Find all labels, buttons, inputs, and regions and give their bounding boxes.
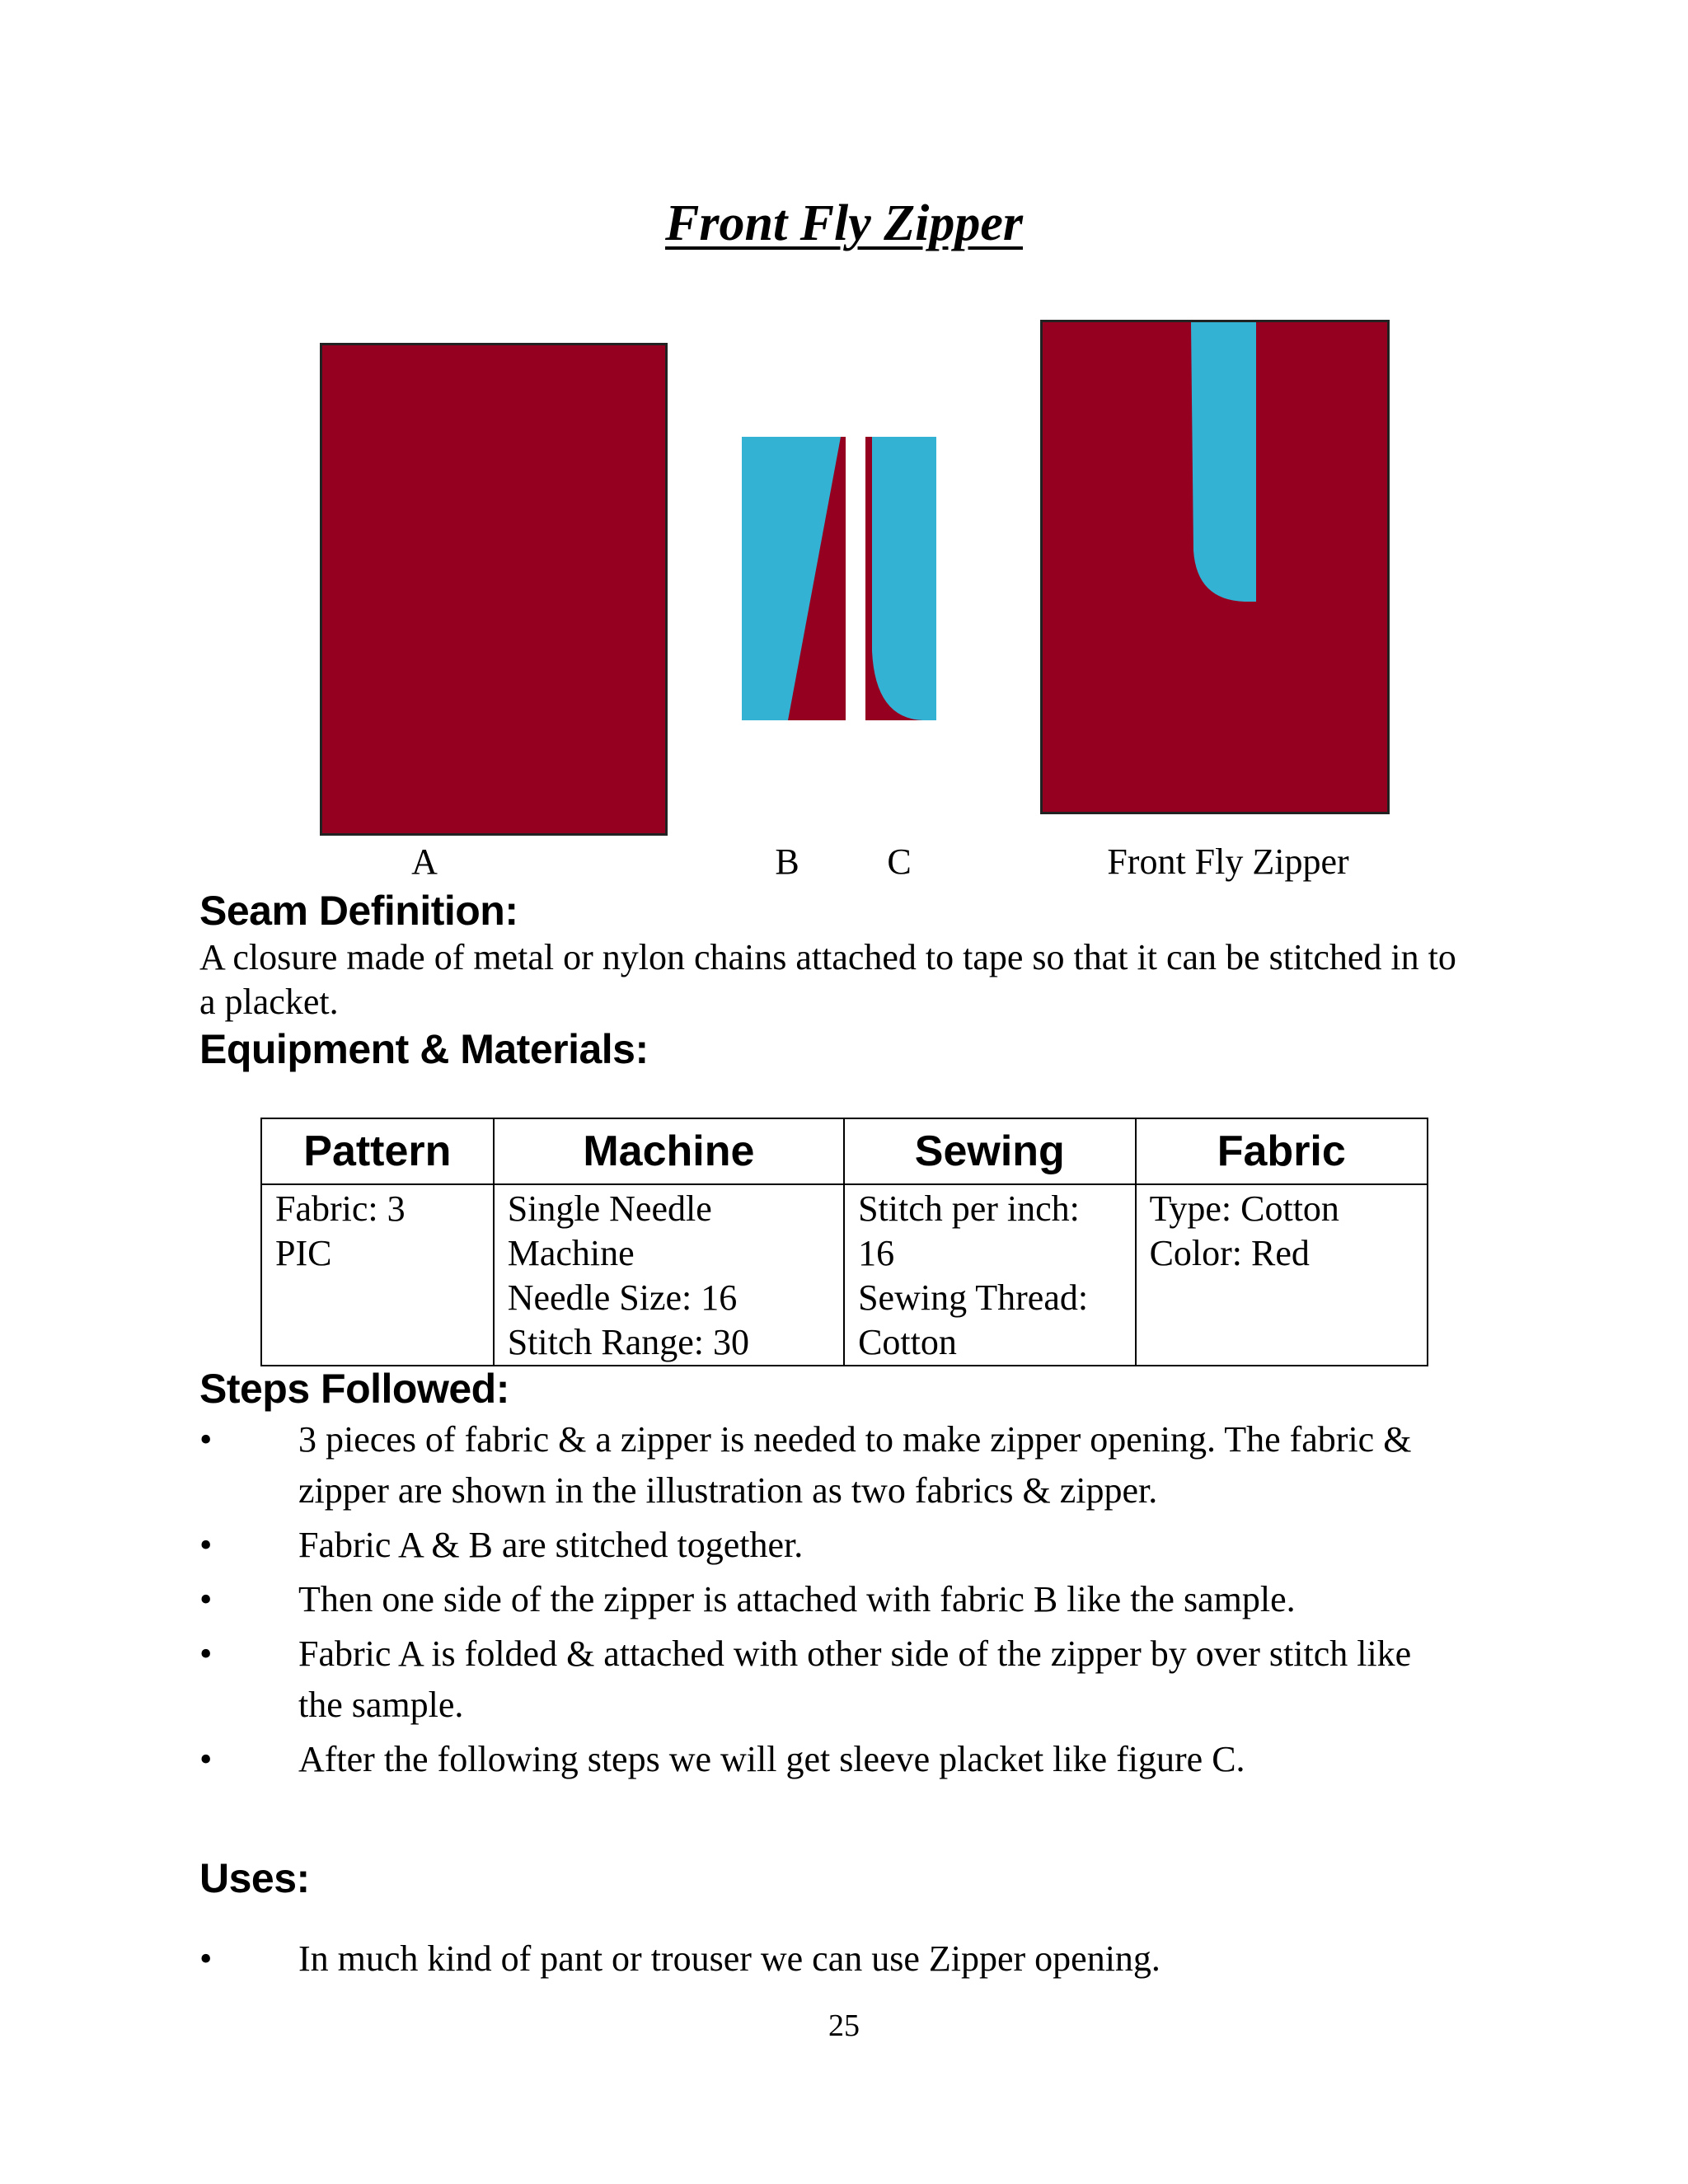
column-header-sewing: Sewing: [844, 1118, 1136, 1184]
uses-list: [199, 1933, 1502, 1988]
step-text: zipper are shown in the illustration as two fabrics & zipper.: [298, 1470, 1158, 1511]
figure-label-a: A: [411, 841, 438, 882]
equipment-heading: Equipment & Materials:: [199, 1026, 649, 1072]
step-text: the sample.: [298, 1685, 464, 1725]
bullet-icon: •: [199, 1579, 213, 1619]
equipment-table: [260, 1118, 1428, 1366]
uses-heading: Uses:: [199, 1855, 310, 1901]
bullet-icon: •: [199, 1633, 213, 1674]
bullet-icon: •: [199, 1419, 213, 1460]
fabric-a-figure: [320, 343, 668, 836]
fabric-cell: [1136, 1184, 1428, 1366]
cell-line: Needle Size: 16: [507, 1277, 738, 1318]
use-text: In much kind of pant or trouser we can use Zipper opening.: [298, 1938, 1160, 1979]
cell-line: Stitch Range: 30: [507, 1322, 750, 1362]
page-number: 25: [828, 2008, 860, 2043]
list-item: [199, 1414, 1502, 1516]
cell-line: Machine: [507, 1233, 635, 1273]
fabric-c-figure: [865, 437, 936, 720]
steps-list: [199, 1414, 1502, 1788]
step-text: 3 pieces of fabric & a zipper is needed to make zipper opening. The fabric &: [298, 1419, 1412, 1460]
front-fly-zipper-figure: [1040, 320, 1390, 814]
column-header-machine: Machine: [494, 1118, 844, 1184]
step-text: After the following steps we will get sleeve placket like figure C.: [298, 1739, 1245, 1779]
column-header-fabric: Fabric: [1136, 1118, 1428, 1184]
list-item: [199, 1933, 1502, 1985]
equipment-table-row: [261, 1184, 1428, 1366]
step-text: Then one side of the zipper is attached with fabric B like the sample.: [298, 1579, 1296, 1619]
cell-line: Stitch per inch:: [858, 1188, 1080, 1229]
bullet-icon: •: [199, 1938, 213, 1979]
equipment-table-header: [261, 1118, 1428, 1184]
pattern-cell: [261, 1184, 494, 1366]
figure-label-front-fly: Front Fly Zipper: [1107, 841, 1349, 882]
fabric-b-figure: [742, 437, 846, 720]
steps-heading: Steps Followed:: [199, 1366, 509, 1412]
machine-cell: [494, 1184, 844, 1366]
cell-line: Fabric: 3: [275, 1188, 406, 1229]
figure-label-c: C: [887, 841, 912, 882]
figure-label-b: B: [775, 841, 799, 882]
cell-line: Color: Red: [1149, 1233, 1310, 1273]
cell-line: Single Needle: [507, 1188, 712, 1229]
cell-line: Sewing Thread:: [858, 1277, 1089, 1318]
sewing-cell: [844, 1184, 1136, 1366]
seam-definition-heading: Seam Definition:: [199, 888, 518, 934]
step-text: Fabric A & B are stitched together.: [298, 1525, 804, 1565]
cell-line: PIC: [275, 1233, 332, 1273]
list-item: [199, 1574, 1502, 1625]
column-header-pattern: Pattern: [261, 1118, 494, 1184]
seam-definition-text: A closure made of metal or nylon chains attached to tape so that it can be stitched in to a placket.: [199, 937, 1456, 1022]
bullet-icon: •: [199, 1525, 213, 1565]
list-item: [199, 1520, 1502, 1571]
cell-line: Type: Cotton: [1149, 1188, 1339, 1229]
cell-line: Cotton: [858, 1322, 957, 1362]
step-text: Fabric A is folded & attached with other side of the zipper by over stitch like: [298, 1633, 1412, 1674]
cell-line: 16: [858, 1233, 895, 1273]
list-item: [199, 1629, 1502, 1731]
bullet-icon: •: [199, 1739, 213, 1779]
page-title: Front Fly Zipper: [664, 195, 1024, 251]
list-item: [199, 1734, 1502, 1785]
